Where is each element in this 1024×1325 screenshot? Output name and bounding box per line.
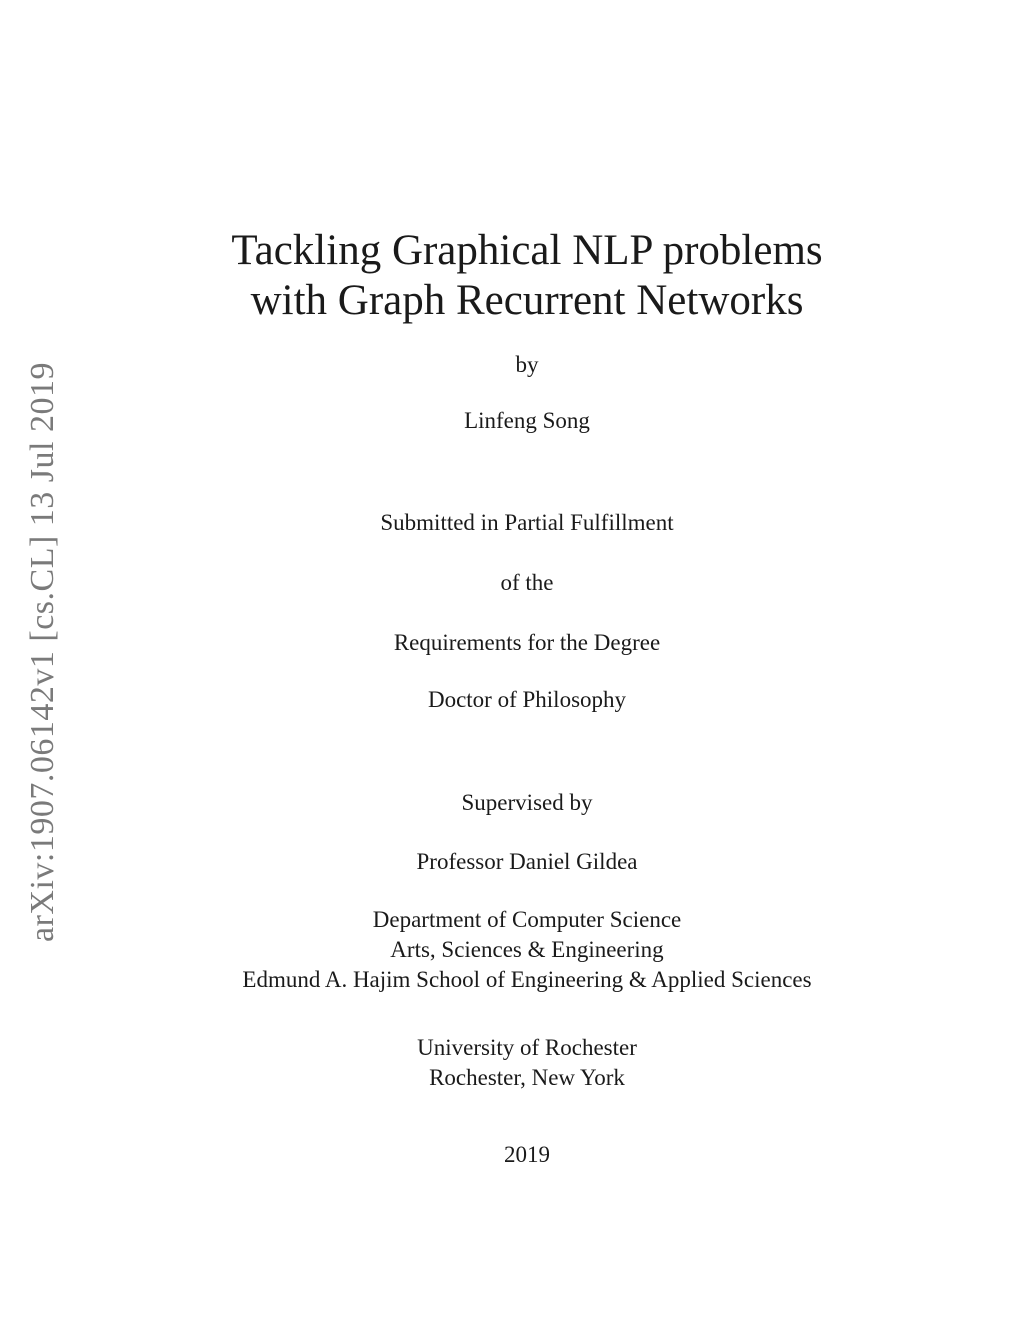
arxiv-identifier-stamp: arXiv:1907.06142v1 [cs.CL] 13 Jul 2019: [24, 362, 61, 942]
institution-line-2: Rochester, New York: [429, 1065, 625, 1090]
supervisor-name: Professor Daniel Gildea: [416, 849, 638, 874]
department-line-1: Department of Computer Science: [372, 907, 682, 932]
submission-line-2: of the: [500, 570, 554, 595]
department-line-2: Arts, Sciences & Engineering: [390, 937, 664, 962]
supervised-by-label: Supervised by: [461, 790, 593, 815]
degree-name: Doctor of Philosophy: [427, 687, 627, 712]
by-label: by: [515, 352, 539, 377]
institution-block: [417, 1033, 637, 1093]
department-block: [242, 905, 811, 995]
thesis-title: [231, 226, 822, 326]
thesis-title-line-2: with Graph Recurrent Networks: [250, 277, 804, 324]
department-line-3: Edmund A. Hajim School of Engineering & Applied Sciences: [242, 967, 812, 992]
author-name: Linfeng Song: [464, 408, 590, 433]
thesis-title-line-1: Tackling Graphical NLP problems: [231, 227, 823, 274]
submission-line-1: Submitted in Partial Fulfillment: [380, 510, 674, 535]
submission-line-3: Requirements for the Degree: [393, 630, 661, 655]
institution-line-1: University of Rochester: [417, 1035, 637, 1060]
year: 2019: [504, 1142, 550, 1167]
